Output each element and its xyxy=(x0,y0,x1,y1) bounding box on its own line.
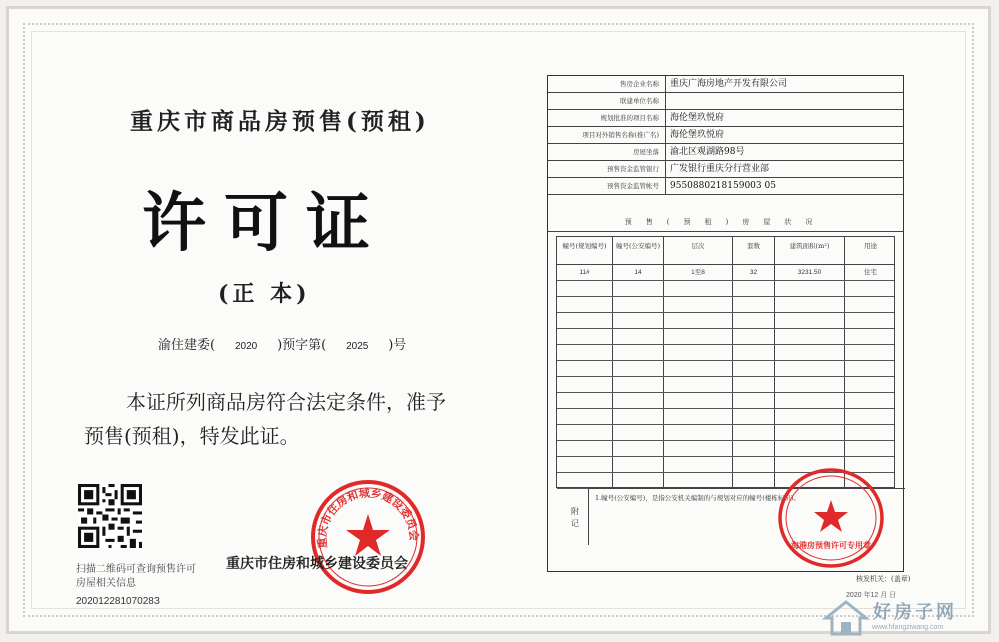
table-cell-empty xyxy=(613,473,664,488)
info-value: 9550880218159003 05 xyxy=(670,181,776,191)
info-row xyxy=(548,76,903,93)
table-cell-empty xyxy=(557,345,613,360)
table-cell-empty xyxy=(557,297,613,312)
table-cell-empty xyxy=(613,329,664,344)
table-cell-empty xyxy=(557,441,613,456)
table-cell-empty xyxy=(733,345,775,360)
table-cell-empty xyxy=(664,409,733,424)
table-cell-empty xyxy=(775,409,845,424)
qr-caption: 扫描二维码可查询预售许可房屋相关信息 xyxy=(76,564,196,589)
table-cell-empty xyxy=(664,313,733,328)
table-cell-empty xyxy=(775,297,845,312)
table-row xyxy=(557,265,894,281)
table-cell-empty xyxy=(557,361,613,376)
table-cell-empty xyxy=(613,313,664,328)
table-cell-empty xyxy=(733,457,775,472)
section-title xyxy=(548,213,903,232)
right-seal-text: 海港房预售许可专用章 xyxy=(791,541,871,550)
license-number xyxy=(158,334,406,353)
info-key: 项目对外销售名称(推广名) xyxy=(548,127,666,143)
table-cell-empty xyxy=(664,441,733,456)
table-header: 幢号(规划编号) xyxy=(557,237,613,264)
table-row-empty xyxy=(557,361,894,377)
table-cell: 1至8 xyxy=(664,265,733,280)
table-cell-empty xyxy=(845,297,896,312)
table-row-empty xyxy=(557,345,894,361)
table-cell-empty xyxy=(733,329,775,344)
table-cell: 14 xyxy=(613,265,664,280)
table-cell-empty xyxy=(664,281,733,296)
table-cell-empty xyxy=(733,393,775,408)
table-row-empty xyxy=(557,281,894,297)
table-cell-empty xyxy=(733,297,775,312)
info-value: 重庆广海房地产开发有限公司 xyxy=(670,79,788,89)
table-header-row xyxy=(557,237,894,265)
table-cell-empty xyxy=(733,409,775,424)
table-cell-empty xyxy=(845,329,896,344)
table-row-empty xyxy=(557,329,894,345)
section-title-text: 预售(预租)房屋状况 xyxy=(624,218,827,226)
info-value: 广发银行重庆分行营业部 xyxy=(670,164,770,174)
table-cell-empty xyxy=(845,313,896,328)
info-value: 海伦堡玖悦府 xyxy=(670,113,725,123)
table-cell-empty xyxy=(557,425,613,440)
info-key: 规划批准的项目名称 xyxy=(548,110,666,126)
license-seq: 2025 xyxy=(346,341,369,352)
table-cell-empty xyxy=(775,281,845,296)
table-cell-empty xyxy=(733,361,775,376)
table-cell-empty xyxy=(845,377,896,392)
info-key: 房屋坐落 xyxy=(548,144,666,160)
table-cell-empty xyxy=(613,297,664,312)
table-cell: 32 xyxy=(733,265,775,280)
table-cell-empty xyxy=(557,313,613,328)
table-cell-empty xyxy=(613,425,664,440)
info-value: 渝北区观湖路98号 xyxy=(670,147,745,157)
table-cell-empty xyxy=(664,329,733,344)
table-cell: 住宅 xyxy=(864,269,877,276)
watermark-url: www.hfangziwang.com xyxy=(872,624,944,631)
table-cell-empty xyxy=(557,409,613,424)
table-cell-empty xyxy=(775,377,845,392)
table-cell-empty xyxy=(557,281,613,296)
table-header: 套数 xyxy=(733,237,775,264)
table-cell-empty xyxy=(733,473,775,488)
table-row-empty xyxy=(557,441,894,457)
official-seal-icon xyxy=(309,478,427,596)
certificate-title-line1: 重庆市商品房预售(预租) xyxy=(130,108,430,135)
license-year: 2020 xyxy=(234,341,258,352)
info-value: 海伦堡玖悦府 xyxy=(670,130,725,140)
table-cell-empty xyxy=(664,393,733,408)
table-cell-empty xyxy=(775,425,845,440)
table-cell-empty xyxy=(733,313,775,328)
table-cell-empty xyxy=(664,345,733,360)
table-cell-empty xyxy=(664,457,733,472)
table-header: 幢号(公安编号) xyxy=(613,237,664,264)
table-cell-empty xyxy=(557,473,613,488)
table-cell-empty xyxy=(775,393,845,408)
table-cell-empty xyxy=(613,377,664,392)
table-cell-empty xyxy=(845,441,896,456)
issuing-authority: 重庆市住房和城乡建设委员会 xyxy=(226,556,408,572)
table-row-empty xyxy=(557,297,894,313)
table-cell-empty xyxy=(664,377,733,392)
table-cell-empty xyxy=(613,361,664,376)
info-row xyxy=(548,93,903,110)
table-cell-empty xyxy=(613,345,664,360)
table-cell-empty xyxy=(613,281,664,296)
watermark-text: 好房子网 xyxy=(873,602,957,623)
info-key: 联建单位名称 xyxy=(548,93,666,109)
table-cell-empty xyxy=(613,409,664,424)
table-cell-empty xyxy=(845,393,896,408)
table-cell-empty xyxy=(845,425,896,440)
property-table xyxy=(556,236,895,488)
qr-code-icon[interactable] xyxy=(78,484,142,548)
table-row-empty xyxy=(557,377,894,393)
table-header: 层次 xyxy=(664,237,733,264)
table-cell-empty xyxy=(845,345,896,360)
table-row-empty xyxy=(557,313,894,329)
info-row xyxy=(548,110,903,127)
certificate-title-main: 许可证 xyxy=(142,186,388,261)
info-key: 售房企业名称 xyxy=(548,76,666,92)
info-key: 预售资金监管银行 xyxy=(548,161,666,177)
info-key: 预售资金监管帐号 xyxy=(548,178,666,194)
table-cell-empty xyxy=(664,473,733,488)
table-cell-empty xyxy=(613,457,664,472)
table-cell-empty xyxy=(733,377,775,392)
table-cell-empty xyxy=(775,441,845,456)
table-cell-empty xyxy=(845,281,896,296)
certificate-copy-type: (正 本) xyxy=(218,281,311,307)
table-cell-empty xyxy=(733,281,775,296)
table-cell-empty xyxy=(557,377,613,392)
table-cell-empty xyxy=(557,329,613,344)
certificate-body-text: 本证所列商品房符合法定条件，准予预售(预租)，特发此证。 xyxy=(84,390,446,448)
table-cell-empty xyxy=(733,425,775,440)
table-cell-empty xyxy=(775,361,845,376)
table-cell-empty xyxy=(613,393,664,408)
table-cell-empty xyxy=(775,313,845,328)
table-cell-empty xyxy=(775,345,845,360)
seal-text: 重庆市住房和城乡建设委员会 xyxy=(315,486,421,550)
issue-org: 核发机关：(盖章) xyxy=(856,575,911,583)
qr-code-number: 20201228107028З xyxy=(76,596,160,607)
table-cell-empty xyxy=(664,361,733,376)
remarks-label: 附记 xyxy=(571,507,579,528)
presale-seal-icon xyxy=(776,466,886,570)
info-row xyxy=(548,161,903,178)
info-row xyxy=(548,144,903,161)
license-suffix: )号 xyxy=(388,338,407,353)
table-header: 建筑面积(m²) xyxy=(775,237,845,264)
table-cell-empty xyxy=(613,441,664,456)
table-cell: 3231.50 xyxy=(775,265,845,280)
table-row-empty xyxy=(557,393,894,409)
table-cell-empty xyxy=(557,457,613,472)
table-cell-empty xyxy=(845,409,896,424)
info-row xyxy=(548,178,903,195)
issue-date: 2020 年12 月 日 xyxy=(846,592,897,599)
table-cell: 11# xyxy=(557,265,613,280)
table-row-empty xyxy=(557,409,894,425)
table-cell-empty xyxy=(557,393,613,408)
table-cell-empty xyxy=(664,297,733,312)
table-cell-empty xyxy=(733,441,775,456)
table-row-empty xyxy=(557,425,894,441)
license-prefix: 渝住建委( xyxy=(158,338,216,353)
info-row xyxy=(548,127,903,144)
table-cell-empty xyxy=(775,329,845,344)
table-cell-empty xyxy=(664,425,733,440)
table-header: 用途 xyxy=(864,242,877,250)
table-cell-empty xyxy=(845,361,896,376)
remarks-text: 1.幢号(公安编号)，是指公安机关编制的与规划对应的幢号(楼栋标识)。 xyxy=(595,494,800,502)
license-mid: )预字第( xyxy=(277,338,327,353)
